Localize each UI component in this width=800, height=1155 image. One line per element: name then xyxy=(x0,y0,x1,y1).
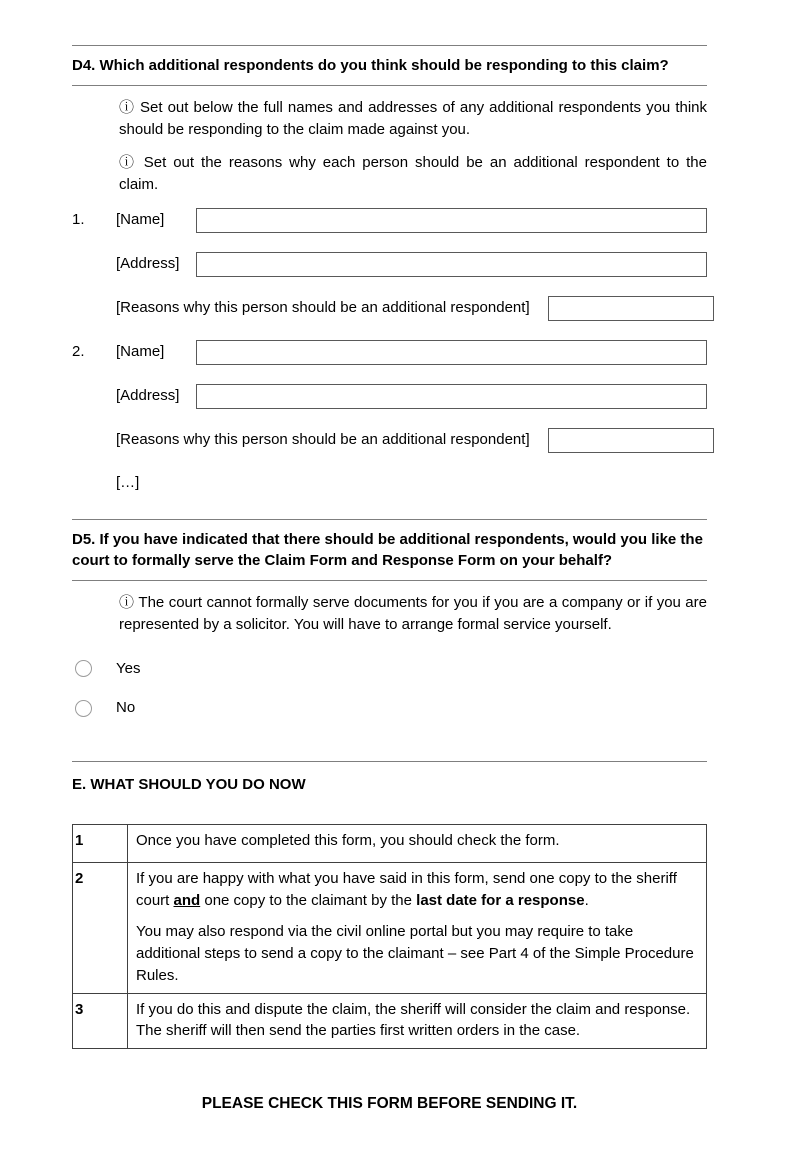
step-3-text: If you do this and dispute the claim, the sheriff will consider the claim and response. The sheriff will then send the parties first written orders in the case. xyxy=(128,993,707,1049)
table-row xyxy=(73,824,707,862)
respondent-2-address-row xyxy=(72,384,707,409)
section-d5-heading: D5. If you have indicated that there should be additional respondents, would you like the court to formally serve the Claim Form and Response Form on your behalf? xyxy=(72,530,703,570)
no-radio-label: No xyxy=(116,699,136,717)
table-row xyxy=(73,993,707,1049)
respondent-2-reasons-row xyxy=(72,428,707,453)
more-respondents-ellipsis: […] xyxy=(116,473,140,491)
step-2-seg3: one copy to the claimant by the xyxy=(200,891,417,909)
info-icon: ⓘ xyxy=(119,594,135,611)
step-1-number: 1 xyxy=(73,824,128,862)
step-3-number: 3 xyxy=(73,993,128,1049)
serve-option-yes-row xyxy=(72,658,707,680)
respondent-1-name-row xyxy=(72,208,707,233)
yes-radio-label: Yes xyxy=(116,659,141,677)
respondent-1-name-label: [Name] xyxy=(116,211,165,229)
serve-option-no-row xyxy=(72,697,707,719)
respondent-1-reasons-label: [Reasons why this person should be an additional respondent] xyxy=(116,299,530,317)
no-radio[interactable] xyxy=(75,700,92,717)
respondent-1-number: 1. xyxy=(72,211,85,229)
respondent-2-name-label: [Name] xyxy=(116,343,165,361)
respondent-2-reasons-input[interactable] xyxy=(548,428,714,453)
respondent-1-reasons-row xyxy=(72,296,707,321)
respondent-1-name-input[interactable] xyxy=(196,208,707,233)
step-2-number: 2 xyxy=(73,862,128,993)
d4-info-2 xyxy=(119,152,707,196)
what-to-do-now-table xyxy=(72,824,707,1049)
respondent-2-address-input[interactable] xyxy=(196,384,707,409)
table-row xyxy=(73,862,707,993)
info-icon: ⓘ xyxy=(119,154,137,172)
respondent-2-name-input[interactable] xyxy=(196,340,707,365)
respondent-1-address-row xyxy=(72,252,707,277)
respondent-2-number: 2. xyxy=(72,343,85,361)
respondent-2-name-row xyxy=(72,340,707,365)
step-2-seg1: If you are happy with what you have said in this form, send one copy to the sheriff court xyxy=(136,869,677,909)
section-e-heading: E. WHAT SHOULD YOU DO NOW xyxy=(72,776,306,793)
d4-info-1 xyxy=(119,97,707,141)
respondent-2-reasons-label: [Reasons why this person should be an additional respondent] xyxy=(116,431,530,449)
section-d4-heading: D4. Which additional respondents do you think should be responding to this claim? xyxy=(72,57,669,74)
step-2-seg4: last date for a response xyxy=(416,891,585,909)
d4-info-2-text: Set out the reasons why each person should be an additional respondent to the claim. xyxy=(119,154,707,193)
step-1-text: Once you have completed this form, you should check the form. xyxy=(128,824,707,862)
respondent-1-reasons-input[interactable] xyxy=(548,296,714,321)
step-2-seg2: and xyxy=(173,891,201,909)
step-2-seg5: . xyxy=(584,891,589,909)
step-2-paragraph-1 xyxy=(136,868,698,912)
step-2-text xyxy=(128,862,707,993)
check-form-notice: PLEASE CHECK THIS FORM BEFORE SENDING IT. xyxy=(201,1095,578,1112)
respondent-1-address-input[interactable] xyxy=(196,252,707,277)
yes-radio[interactable] xyxy=(75,660,92,677)
divider xyxy=(72,580,707,581)
respondent-2-address-label: [Address] xyxy=(116,387,180,405)
d4-info-1-text: Set out below the full names and addresses of any additional respondents you think should be responding to the claim made against you. xyxy=(119,98,708,138)
step-2-paragraph-2: You may also respond via the civil online portal but you may require to take additional steps to send a copy to the claimant – see Part 4 of the Simple Procedure Rules. xyxy=(136,923,694,984)
d5-info-text: The court cannot formally serve documents for you if you are a company or if you are represented by a solicitor. You will have to arrange formal service yourself. xyxy=(119,594,707,633)
respondent-1-address-label: [Address] xyxy=(116,255,180,273)
info-icon: ⓘ xyxy=(119,98,135,116)
d5-info xyxy=(119,592,707,636)
divider xyxy=(72,85,707,86)
